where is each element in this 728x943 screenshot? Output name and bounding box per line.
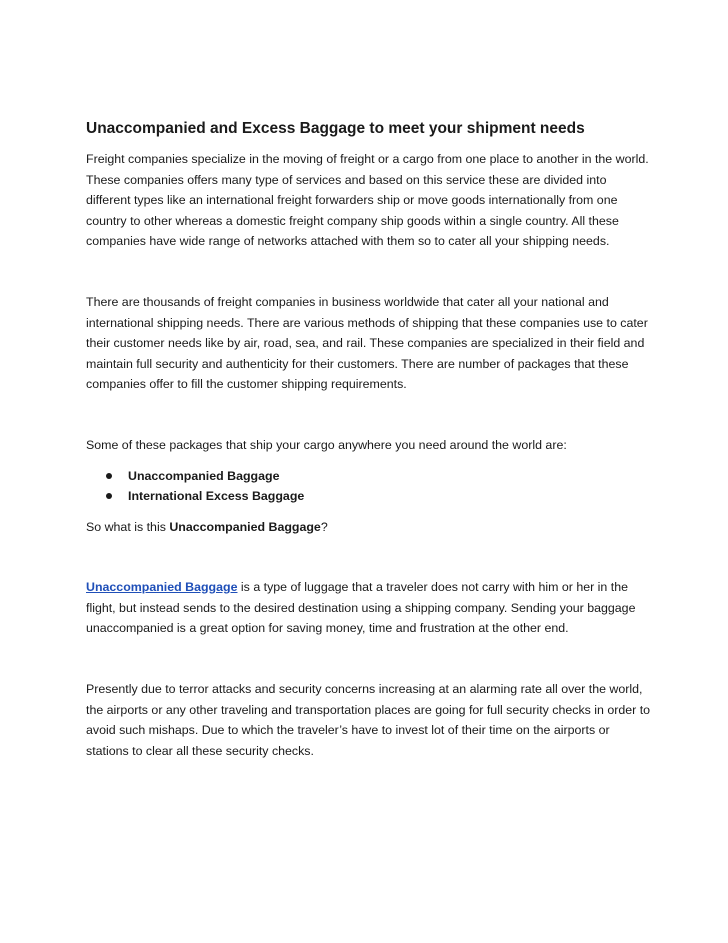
spacer bbox=[86, 507, 652, 517]
definition-text: is a type of luggage that a traveler does not carry with him or her in the flight, but instead sends to the desired destination using a shipping company. Sending your baggage unaccompanied is a great option for saving money, time and frustration at the other end. bbox=[86, 580, 636, 636]
paragraph-packages-intro: Some of these packages that ship your cargo anywhere you need around the world are: bbox=[86, 437, 567, 452]
paragraph-thousands-of-companies: There are thousands of freight companies in business worldwide that cater all your national and international shipping needs. There are various methods of shipping that these companies use to cater their customer needs like by air, road, sea, and rail. These companies are specialized in their field and maintain full security and authenticity for their customers. There are number of packages that these companies offer to fill the customer shipping requirements. bbox=[86, 294, 648, 392]
list-item-label: International Excess Baggage bbox=[128, 489, 305, 504]
paragraph-freight-companies: Freight companies specialize in the moving of freight or a cargo from one place to another in the world. These companies offers many type of services and based on this service these are divided into different types like an international freight forwarders ship or move goods internationally from one country to other whereas a domestic freight company ship goods within a single country. All these companies have wide range of networks attached with them so to cater all your shipping needs. bbox=[86, 152, 649, 249]
paragraph-unaccompanied-definition bbox=[86, 577, 652, 639]
question-suffix: ? bbox=[320, 519, 328, 534]
document-page bbox=[86, 118, 652, 761]
spacer bbox=[86, 252, 652, 292]
package-list bbox=[86, 466, 652, 507]
spacer bbox=[86, 456, 652, 466]
paragraph-security-concerns: Presently due to terror attacks and security concerns increasing at an alarming rate all over the world, the airports or any other traveling and transportation places are going for full security checks in order to avoid such mishaps. Due to which the traveler’s have to invest lot of their time on the airports or stations to clear all these security checks. bbox=[86, 681, 651, 758]
bullet-icon bbox=[106, 493, 112, 499]
spacer bbox=[86, 395, 652, 435]
unaccompanied-baggage-link[interactable]: Unaccompanied Baggage bbox=[86, 580, 238, 595]
spacer bbox=[86, 537, 652, 577]
document-title: Unaccompanied and Excess Baggage to meet your shipment needs bbox=[86, 120, 585, 137]
spacer bbox=[86, 639, 652, 679]
list-item bbox=[86, 466, 652, 487]
question-bold-term: Unaccompanied Baggage bbox=[169, 519, 321, 534]
list-item bbox=[86, 486, 652, 507]
question-prefix: So what is this bbox=[86, 519, 170, 534]
list-item-label: Unaccompanied Baggage bbox=[128, 468, 280, 483]
question-line bbox=[86, 517, 652, 538]
bullet-icon bbox=[106, 473, 112, 479]
